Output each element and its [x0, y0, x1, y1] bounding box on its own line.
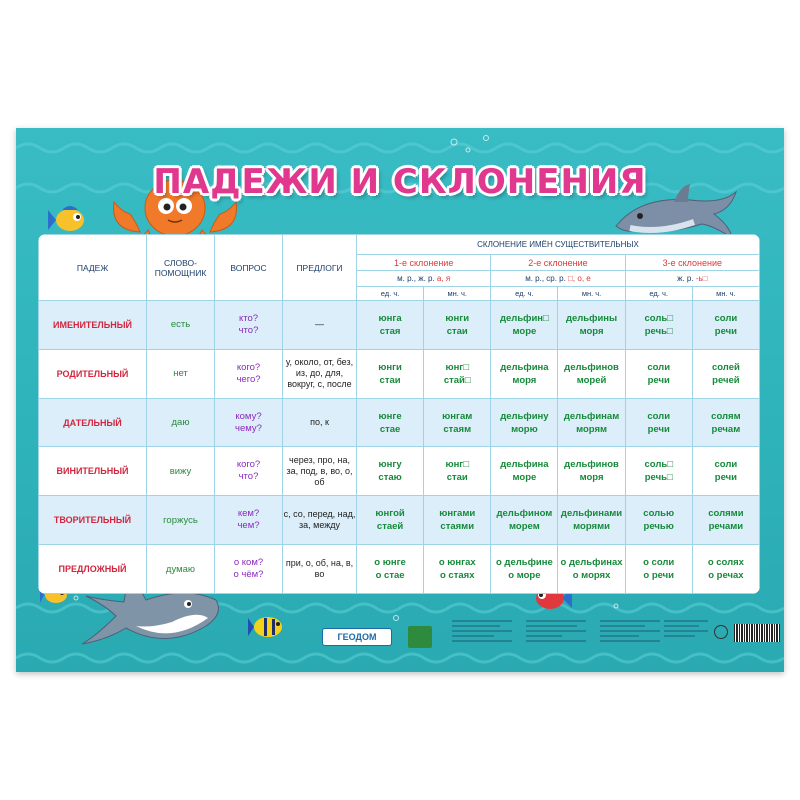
header-gender-1: м. р., ж. р. а, я: [357, 271, 491, 287]
case-name: РОДИТЕЛЬНЫЙ: [39, 349, 147, 398]
declension-cell: [424, 496, 491, 545]
declension-cell: [625, 398, 692, 447]
question-text: кого?: [236, 361, 261, 373]
fine-print: [452, 620, 512, 654]
question-text: кем?: [237, 508, 260, 520]
helper-word: горжусь: [147, 496, 215, 545]
prepositions-cell: при, о, об, на, в, во: [283, 545, 357, 594]
question-cell: [215, 545, 283, 594]
header-case: ПАДЕЖ: [39, 235, 147, 301]
question-text: что?: [238, 324, 259, 336]
declension-cell: [692, 349, 759, 398]
declension-cell: [357, 349, 424, 398]
declined-word: моря: [579, 325, 604, 337]
header-gender-2: м. р., ср. р. □, о, е: [491, 271, 625, 287]
header-singular: ед. ч.: [491, 287, 558, 301]
declined-word: моря: [512, 374, 537, 386]
question-cell: [215, 349, 283, 398]
question-text: кому?: [235, 410, 262, 422]
declined-word: юнгой: [375, 508, 405, 520]
declension-cell: [357, 496, 424, 545]
declined-word: солями: [708, 508, 744, 520]
question-text: о ком?: [233, 557, 264, 569]
declined-word: юнги: [378, 361, 402, 373]
declined-word: солей: [711, 361, 740, 373]
declension-cell: [625, 545, 692, 594]
declined-word: дельфином: [496, 508, 553, 520]
declension-cell: [558, 349, 625, 398]
table-row: [39, 496, 760, 545]
table-row: [39, 398, 760, 447]
declension-cell: [558, 545, 625, 594]
question-text: чем?: [237, 520, 260, 532]
declined-word: юнгами: [439, 508, 476, 520]
declined-word: юнг□: [445, 459, 469, 471]
declined-word: о соли: [643, 557, 675, 569]
header-plural: мн. ч.: [558, 287, 625, 301]
declined-word: стай□: [443, 374, 471, 386]
helper-word: есть: [147, 301, 215, 350]
prepositions-cell: у, около, от, без, из, до, для, вокруг, с, после: [283, 349, 357, 398]
header-declension-title: СКЛОНЕНИЕ ИМЁН СУЩЕСТВИТЕЛЬНЫХ: [357, 235, 760, 255]
fine-print: [526, 620, 586, 654]
fish-illustration: [248, 612, 288, 642]
declension-cell: [625, 349, 692, 398]
publisher-badge: [408, 626, 432, 648]
header-declension-2: 2-е склонение: [491, 255, 625, 271]
cases-table: [38, 234, 760, 594]
question-text: чего?: [236, 373, 261, 385]
declined-word: соли: [714, 312, 738, 324]
header-gender-3: ж. р. -ь□: [625, 271, 759, 287]
helper-word: даю: [147, 398, 215, 447]
declined-word: морям: [576, 423, 608, 435]
declension-cell: [558, 398, 625, 447]
question-text: чему?: [235, 422, 262, 434]
header-declension-1: 1-е склонение: [357, 255, 491, 271]
declension-cell: [357, 447, 424, 496]
declined-word: стаи: [446, 472, 468, 484]
declension-cell: [558, 447, 625, 496]
declension-cell: [558, 496, 625, 545]
prepositions-cell: через, про, на, за, под, в, во, о, об: [283, 447, 357, 496]
declension-cell: [424, 447, 491, 496]
declension-cell: [424, 349, 491, 398]
declined-word: о юнге: [374, 557, 406, 569]
declension-cell: [491, 349, 558, 398]
declined-word: солью: [643, 508, 675, 520]
question-text: кого?: [236, 459, 261, 471]
question-cell: [215, 447, 283, 496]
declined-word: стаи: [446, 325, 468, 337]
declined-word: дельфин□: [499, 312, 549, 324]
declined-word: дельфинов: [564, 459, 619, 471]
header-singular: ед. ч.: [357, 287, 424, 301]
declined-word: юнги: [445, 312, 470, 324]
declined-word: речи: [647, 374, 670, 386]
declined-word: о дельфине: [495, 557, 553, 569]
declined-word: дельфина: [500, 361, 549, 373]
header-declension-3: 3-е склонение: [625, 255, 759, 271]
declined-word: речами: [708, 521, 744, 533]
declined-word: море: [512, 472, 537, 484]
table-row: [39, 447, 760, 496]
header-question: ВОПРОС: [215, 235, 283, 301]
page-title: ПАДЕЖИ И СКЛОНЕНИЯ: [153, 162, 647, 202]
declined-word: солям: [711, 410, 741, 422]
barcode: [734, 624, 780, 642]
declined-word: стаям: [443, 423, 472, 435]
question-cell: [215, 496, 283, 545]
poster: [16, 128, 784, 672]
declined-word: речью: [643, 521, 674, 533]
question-text: кто?: [238, 312, 259, 324]
fine-print: [664, 620, 708, 654]
helper-word: думаю: [147, 545, 215, 594]
declension-cell: [692, 545, 759, 594]
declined-word: соль□: [644, 312, 673, 324]
declined-word: соль□: [644, 459, 673, 471]
declined-word: о юнгах: [438, 557, 476, 569]
declined-word: речи: [714, 325, 737, 337]
declined-word: юнг□: [445, 361, 469, 373]
declension-cell: [625, 447, 692, 496]
declined-word: морями: [573, 521, 610, 533]
declined-word: соли: [647, 361, 671, 373]
declined-word: о морях: [572, 570, 611, 582]
declined-word: о солях: [707, 557, 744, 569]
declined-word: юнге: [378, 410, 402, 422]
declined-word: дельфину: [500, 410, 549, 422]
declined-word: стая: [379, 325, 401, 337]
declined-word: морю: [511, 423, 538, 435]
declined-word: речь□: [644, 472, 673, 484]
table-row: [39, 349, 760, 398]
case-name: ПРЕДЛОЖНЫЙ: [39, 545, 147, 594]
declined-word: дельфинами: [560, 508, 623, 520]
helper-word: нет: [147, 349, 215, 398]
certification-mark: [714, 625, 728, 639]
declension-cell: [424, 545, 491, 594]
declined-word: стаями: [440, 521, 475, 533]
header-plural: мн. ч.: [692, 287, 759, 301]
declined-word: о речи: [643, 570, 675, 582]
declined-word: юнгам: [442, 410, 473, 422]
declension-cell: [625, 301, 692, 350]
declension-cell: [625, 496, 692, 545]
declined-word: о стаях: [439, 570, 475, 582]
helper-word: вижу: [147, 447, 215, 496]
declined-word: дельфинам: [563, 410, 620, 422]
table-row: [39, 545, 760, 594]
case-name: ВИНИТЕЛЬНЫЙ: [39, 447, 147, 496]
header-prepositions: ПРЕДЛОГИ: [283, 235, 357, 301]
question-text: о чём?: [233, 569, 264, 581]
declined-word: о море: [508, 570, 541, 582]
case-name: ТВОРИТЕЛЬНЫЙ: [39, 496, 147, 545]
declined-word: стаей: [376, 521, 404, 533]
declined-word: юнга: [378, 312, 402, 324]
declined-word: соли: [647, 410, 671, 422]
declined-word: стаю: [378, 472, 402, 484]
fine-print: [600, 620, 660, 654]
declension-cell: [357, 301, 424, 350]
declined-word: о дельфинах: [560, 557, 623, 569]
declension-cell: [692, 496, 759, 545]
declension-cell: [692, 447, 759, 496]
question-cell: [215, 301, 283, 350]
prepositions-cell: по, к: [283, 398, 357, 447]
declined-word: море: [512, 325, 537, 337]
declined-word: дельфина: [500, 459, 549, 471]
declined-word: стаи: [379, 374, 401, 386]
declension-cell: [491, 545, 558, 594]
declension-cell: [357, 398, 424, 447]
declension-cell: [692, 398, 759, 447]
case-name: ИМЕНИТЕЛЬНЫЙ: [39, 301, 147, 350]
declined-word: соли: [714, 459, 738, 471]
publisher-logo: ГЕОДОМ: [322, 628, 392, 646]
declension-cell: [424, 301, 491, 350]
declined-word: речи: [647, 423, 670, 435]
declined-word: речей: [712, 374, 740, 386]
declension-cell: [692, 301, 759, 350]
prepositions-cell: —: [283, 301, 357, 350]
declension-cell: [491, 301, 558, 350]
declension-cell: [424, 398, 491, 447]
question-cell: [215, 398, 283, 447]
declined-word: стае: [379, 423, 401, 435]
declined-word: морем: [509, 521, 540, 533]
declined-word: дельфины: [565, 312, 618, 324]
header-singular: ед. ч.: [625, 287, 692, 301]
question-text: что?: [238, 471, 259, 483]
declined-word: дельфинов: [564, 361, 619, 373]
declension-cell: [491, 496, 558, 545]
prepositions-cell: с, со, перед, над, за, между: [283, 496, 357, 545]
declined-word: морей: [576, 374, 607, 386]
declension-cell: [558, 301, 625, 350]
declension-cell: [491, 447, 558, 496]
case-name: ДАТЕЛЬНЫЙ: [39, 398, 147, 447]
declined-word: речам: [711, 423, 741, 435]
declined-word: моря: [579, 472, 604, 484]
table-row: [39, 301, 760, 350]
declension-cell: [491, 398, 558, 447]
declined-word: юнгу: [378, 459, 402, 471]
header-helper: СЛОВО-ПОМОЩНИК: [147, 235, 215, 301]
declension-cell: [357, 545, 424, 594]
declined-word: о стае: [375, 570, 405, 582]
header-plural: мн. ч.: [424, 287, 491, 301]
declined-word: речи: [714, 472, 737, 484]
declined-word: речь□: [644, 325, 673, 337]
declined-word: о речах: [708, 570, 744, 582]
